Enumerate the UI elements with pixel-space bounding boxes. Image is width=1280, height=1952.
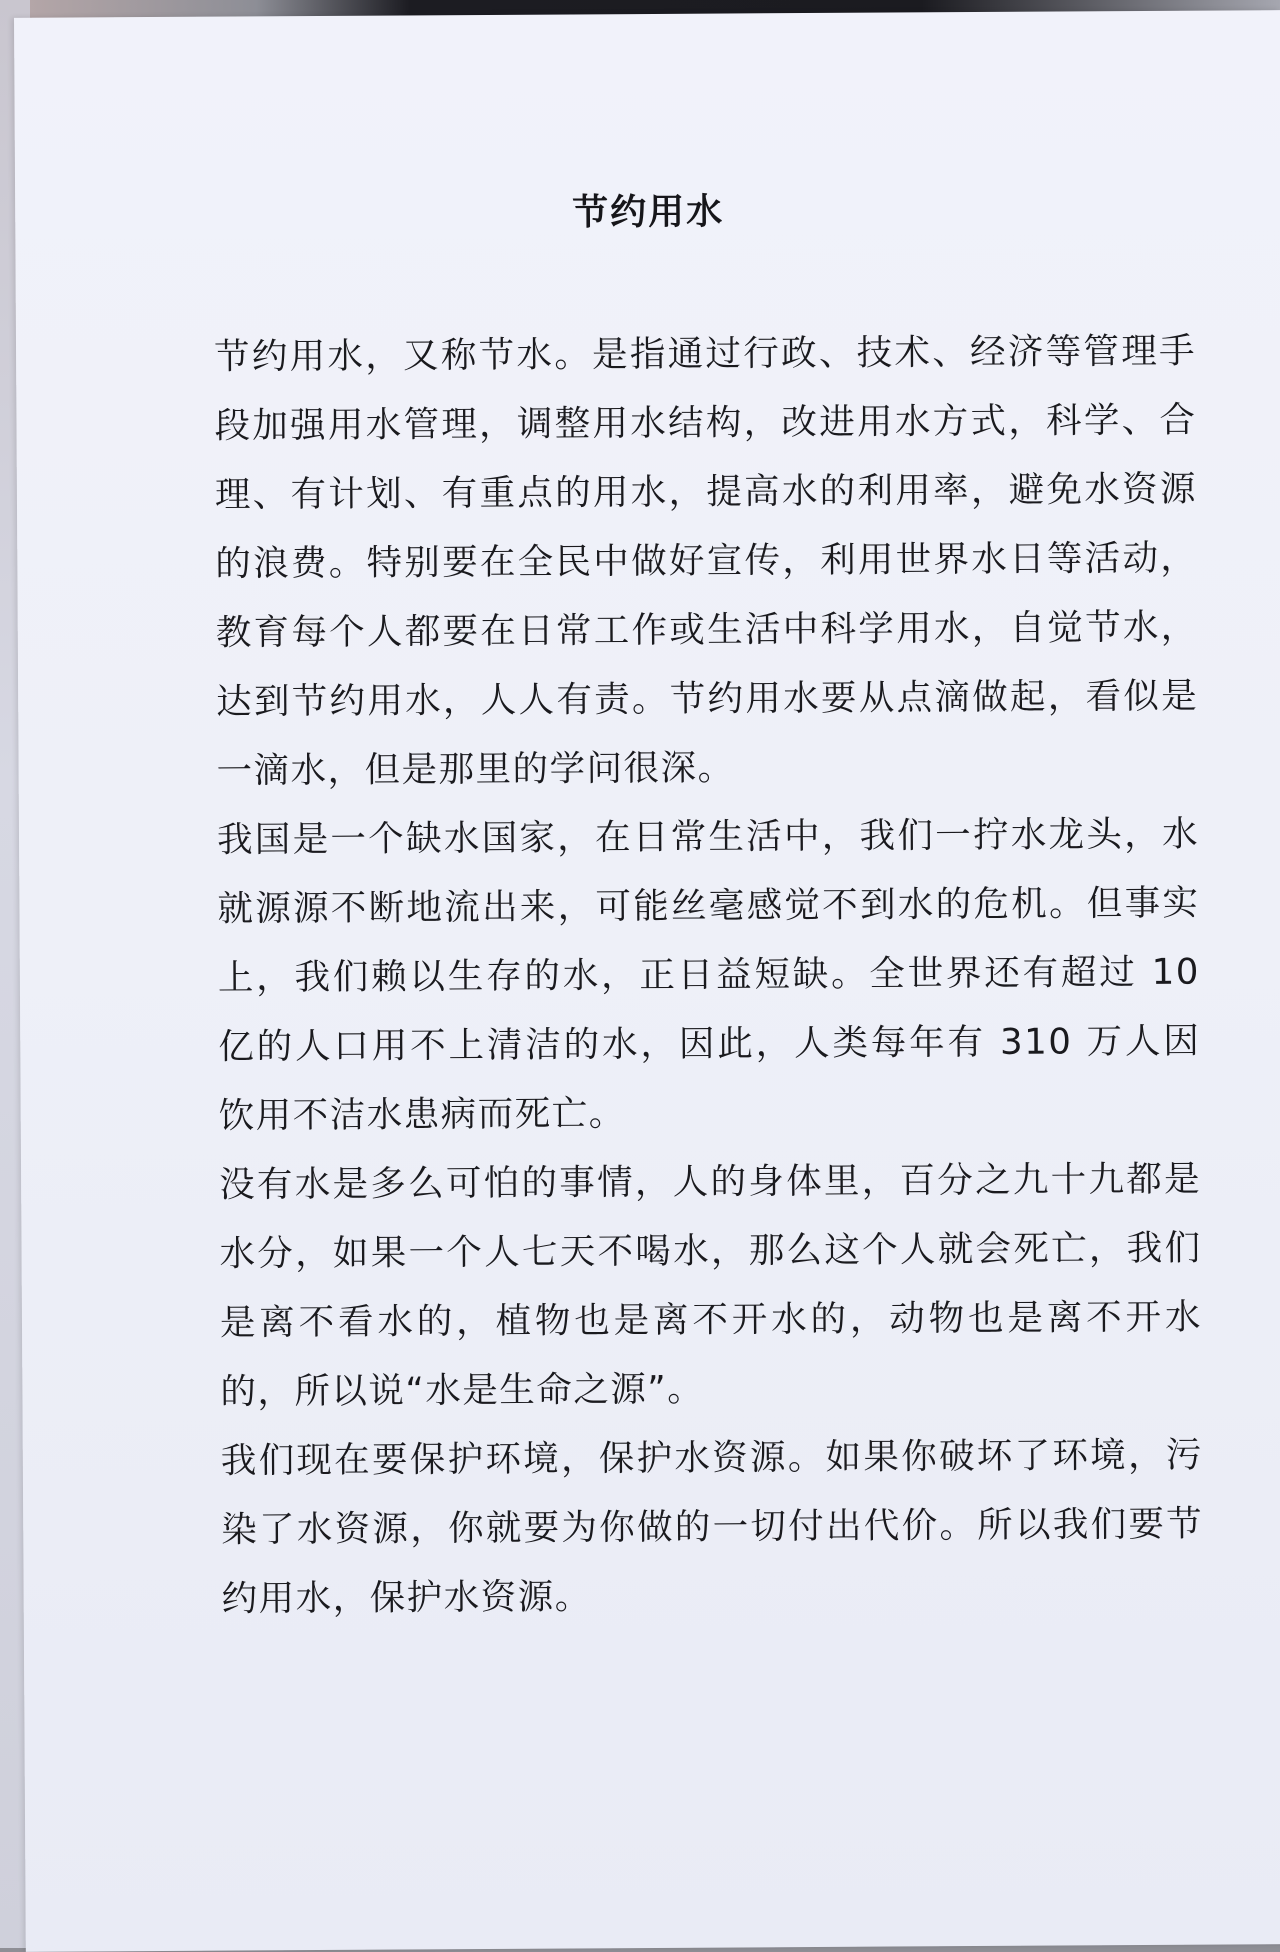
paragraph-4: 我们现在要保护环境，保护水资源。如果你破坏了环境，污染了水资源，你就要为你做的一切付出代价。所以我们要节约用水，保护水资源。 xyxy=(220,1434,1204,1620)
paragraph-2: 我国是一个缺水国家，在日常生活中，我们一拧水龙头，水就源源不断地流出来，可能丝毫感觉不到水的危机。但事实上，我们赖以生存的水，正日益短缺。全世界还有超过 10 亿的人口用不上清洁的水，因此，人类每年有 310 万人因饮用不洁水患病而死亡。 xyxy=(216,813,1201,1137)
paragraph-3: 没有水是多么可怕的事情，人的身体里，百分之九十九都是水分，如果一个人七天不喝水，那么这个人就会死亡，我们是离不看水的，植物也是离不开水的，动物也是离不开水的，所以说“水是生命之源”。 xyxy=(219,1158,1203,1413)
paragraph-1: 节约用水，又称节水。是指通过行政、技术、经济等管理手段加强用水管理，调整用水结构，改进用水方式，科学、合理、有计划、有重点的用水，提高水的利用率，避免水资源的浪费。特别要在全民中做好宣传，利用世界水日等活动，教育每个人都要在日常工作或生活中科学用水，自觉节水，达到节约用水，人人有责。节约用水要从点滴做起，看似是一滴水，但是那里的学问很深。 xyxy=(213,330,1199,792)
document-title: 节约用水 xyxy=(572,191,725,234)
document-body xyxy=(214,317,1204,1634)
paper-sheet xyxy=(14,10,1280,1952)
